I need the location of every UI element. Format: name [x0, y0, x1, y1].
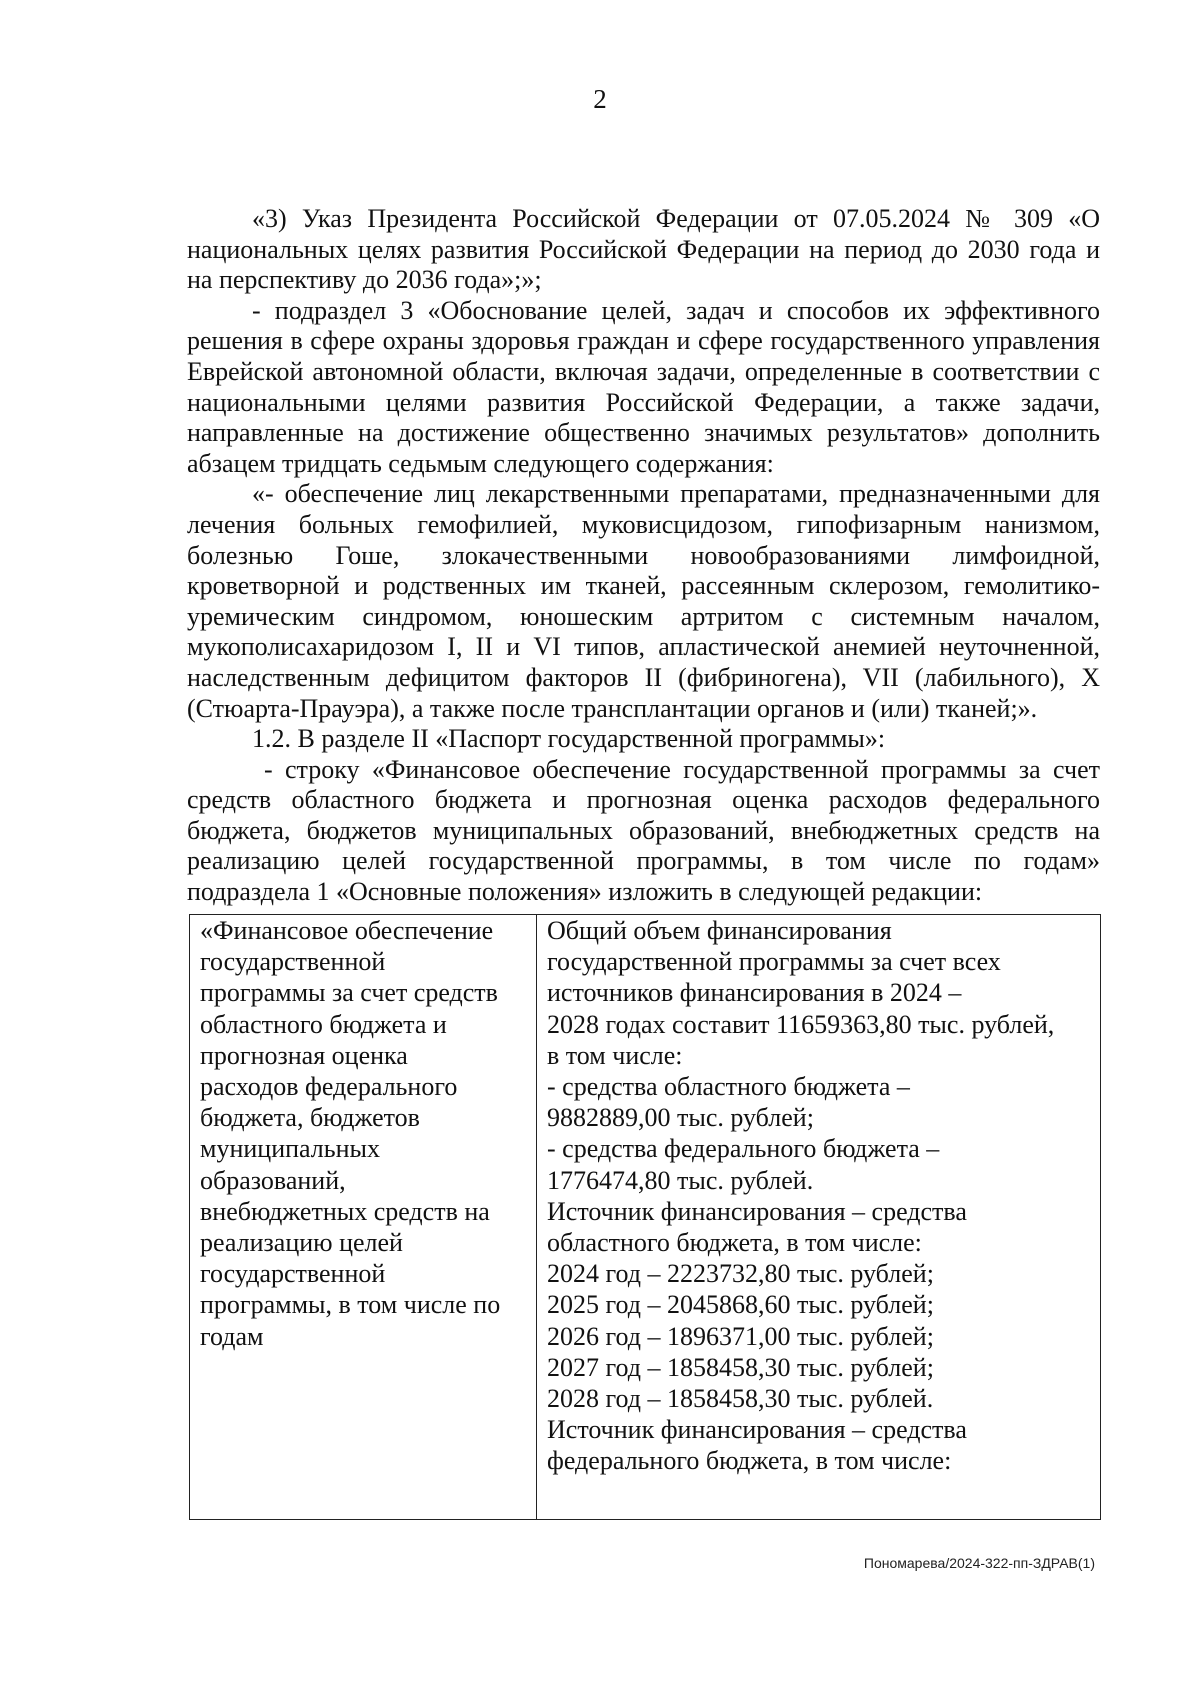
value-line: Общий объем финансирования	[547, 916, 892, 945]
label-line: образований,	[200, 1165, 346, 1195]
value-line: 1776474,80 тыс. рублей.	[547, 1165, 814, 1195]
label-line: программы, в том числе по	[200, 1290, 501, 1320]
paragraph-drug-provision: «- обеспечение лиц лекарственными препаратами, предназначенными для лечения больных гемофилией, муковисцидозом, гипофизарным нанизмом, болезнью Гоше, злокачественными новообразованиями лимфоидной, кроветворной и родственных им тканей, рассеянным склерозом, гемолитико-уремическим синдромом, юношеским артритом с системным началом, мукополисахаридозом I, II и VI типов, апластической анемией неуточненной, наследственным дефицитом факторов II (фибриногена), VII (лабильного), X (Стюарта-Прауэра), а также после трансплантации органов и (или) тканей;».	[187, 479, 1100, 723]
value-line: областного бюджета, в том числе:	[547, 1228, 922, 1258]
label-line: государственной	[200, 1259, 386, 1289]
passport-financing-table	[189, 914, 1101, 1520]
value-line: 2028 год – 1858458,30 тыс. рублей.	[547, 1384, 934, 1414]
label-line: годам	[200, 1321, 264, 1351]
label-line: реализацию целей	[200, 1228, 403, 1258]
paragraph-subsection-3-amendment: - подраздел 3 «Обоснование целей, задач и способов их эффективного решения в сфере охраны здоровья граждан и сфере государственного управления Еврейской автономной области, включая задачи, определенные в соответствии с национальными целями развития Российской Федерации, а также задачи, направленные на достижение общественно значимых результатов» дополнить абзацем тридцать седьмым следующего содержания:	[187, 295, 1100, 478]
value-line: 2025 год – 2045868,60 тыс. рублей;	[547, 1290, 934, 1320]
label-line: внебюджетных средств на	[200, 1196, 490, 1226]
paragraph-decree-reference: «3) Указ Президента Российской Федерации от 07.05.2024 № 309 «О национальных целях развития Российской Федерации на период до 2030 года и на перспективу до 2036 года»;»;	[187, 204, 1100, 295]
label-line: программы за счет средств	[200, 978, 498, 1008]
value-line: федерального бюджета, в том числе:	[547, 1446, 952, 1476]
value-line: источников финансирования в 2024 –	[547, 978, 962, 1008]
value-line: 2026 год – 1896371,00 тыс. рублей;	[547, 1321, 934, 1351]
document-registration-stamp: Пономарева/2024-322-пп-ЗДРАВ(1)	[863, 1555, 1095, 1571]
paragraph-financing-row-amendment: - строку «Финансовое обеспечение государственной программы за счет средств областного бюджета и прогнозная оценка расходов федерального бюджета, бюджетов муниципальных образований, внебюджетных средств на реализацию целей государственной программы, в том числе по годам» подраздела 1 «Основные положения» изложить в следующей редакции:	[187, 754, 1100, 907]
paragraph-section-2-heading: 1.2. В разделе II «Паспорт государственной программы»:	[252, 724, 886, 754]
label-line: прогнозная оценка	[200, 1040, 408, 1070]
table-row	[190, 915, 1101, 1520]
document-body	[187, 204, 1100, 908]
value-line: 2028 годах составит 11659363,80 тыс. рублей,	[547, 1009, 1055, 1039]
value-line: в том числе:	[547, 1040, 683, 1070]
value-line: 9882889,00 тыс. рублей;	[547, 1103, 814, 1133]
label-line: расходов федерального	[200, 1072, 458, 1102]
value-line: Источник финансирования – средства	[547, 1415, 967, 1445]
financing-row-value-cell	[537, 915, 1101, 1520]
label-line: государственной	[200, 947, 386, 977]
value-line: - средства областного бюджета –	[547, 1072, 910, 1102]
value-line: - средства федерального бюджета –	[547, 1134, 940, 1164]
value-line: государственной программы за счет всех	[547, 947, 1001, 977]
value-line: 2024 год – 2223732,80 тыс. рублей;	[547, 1259, 934, 1289]
label-line: областного бюджета и	[200, 1009, 447, 1039]
label-line: «Финансовое обеспечение	[200, 916, 494, 945]
financing-row-label-cell	[190, 915, 537, 1520]
label-line: муниципальных	[200, 1134, 381, 1164]
label-line: бюджета, бюджетов	[200, 1103, 420, 1133]
page-number: 2	[593, 84, 607, 114]
value-line: 2027 год – 1858458,30 тыс. рублей;	[547, 1352, 934, 1382]
value-line: Источник финансирования – средства	[547, 1196, 967, 1226]
